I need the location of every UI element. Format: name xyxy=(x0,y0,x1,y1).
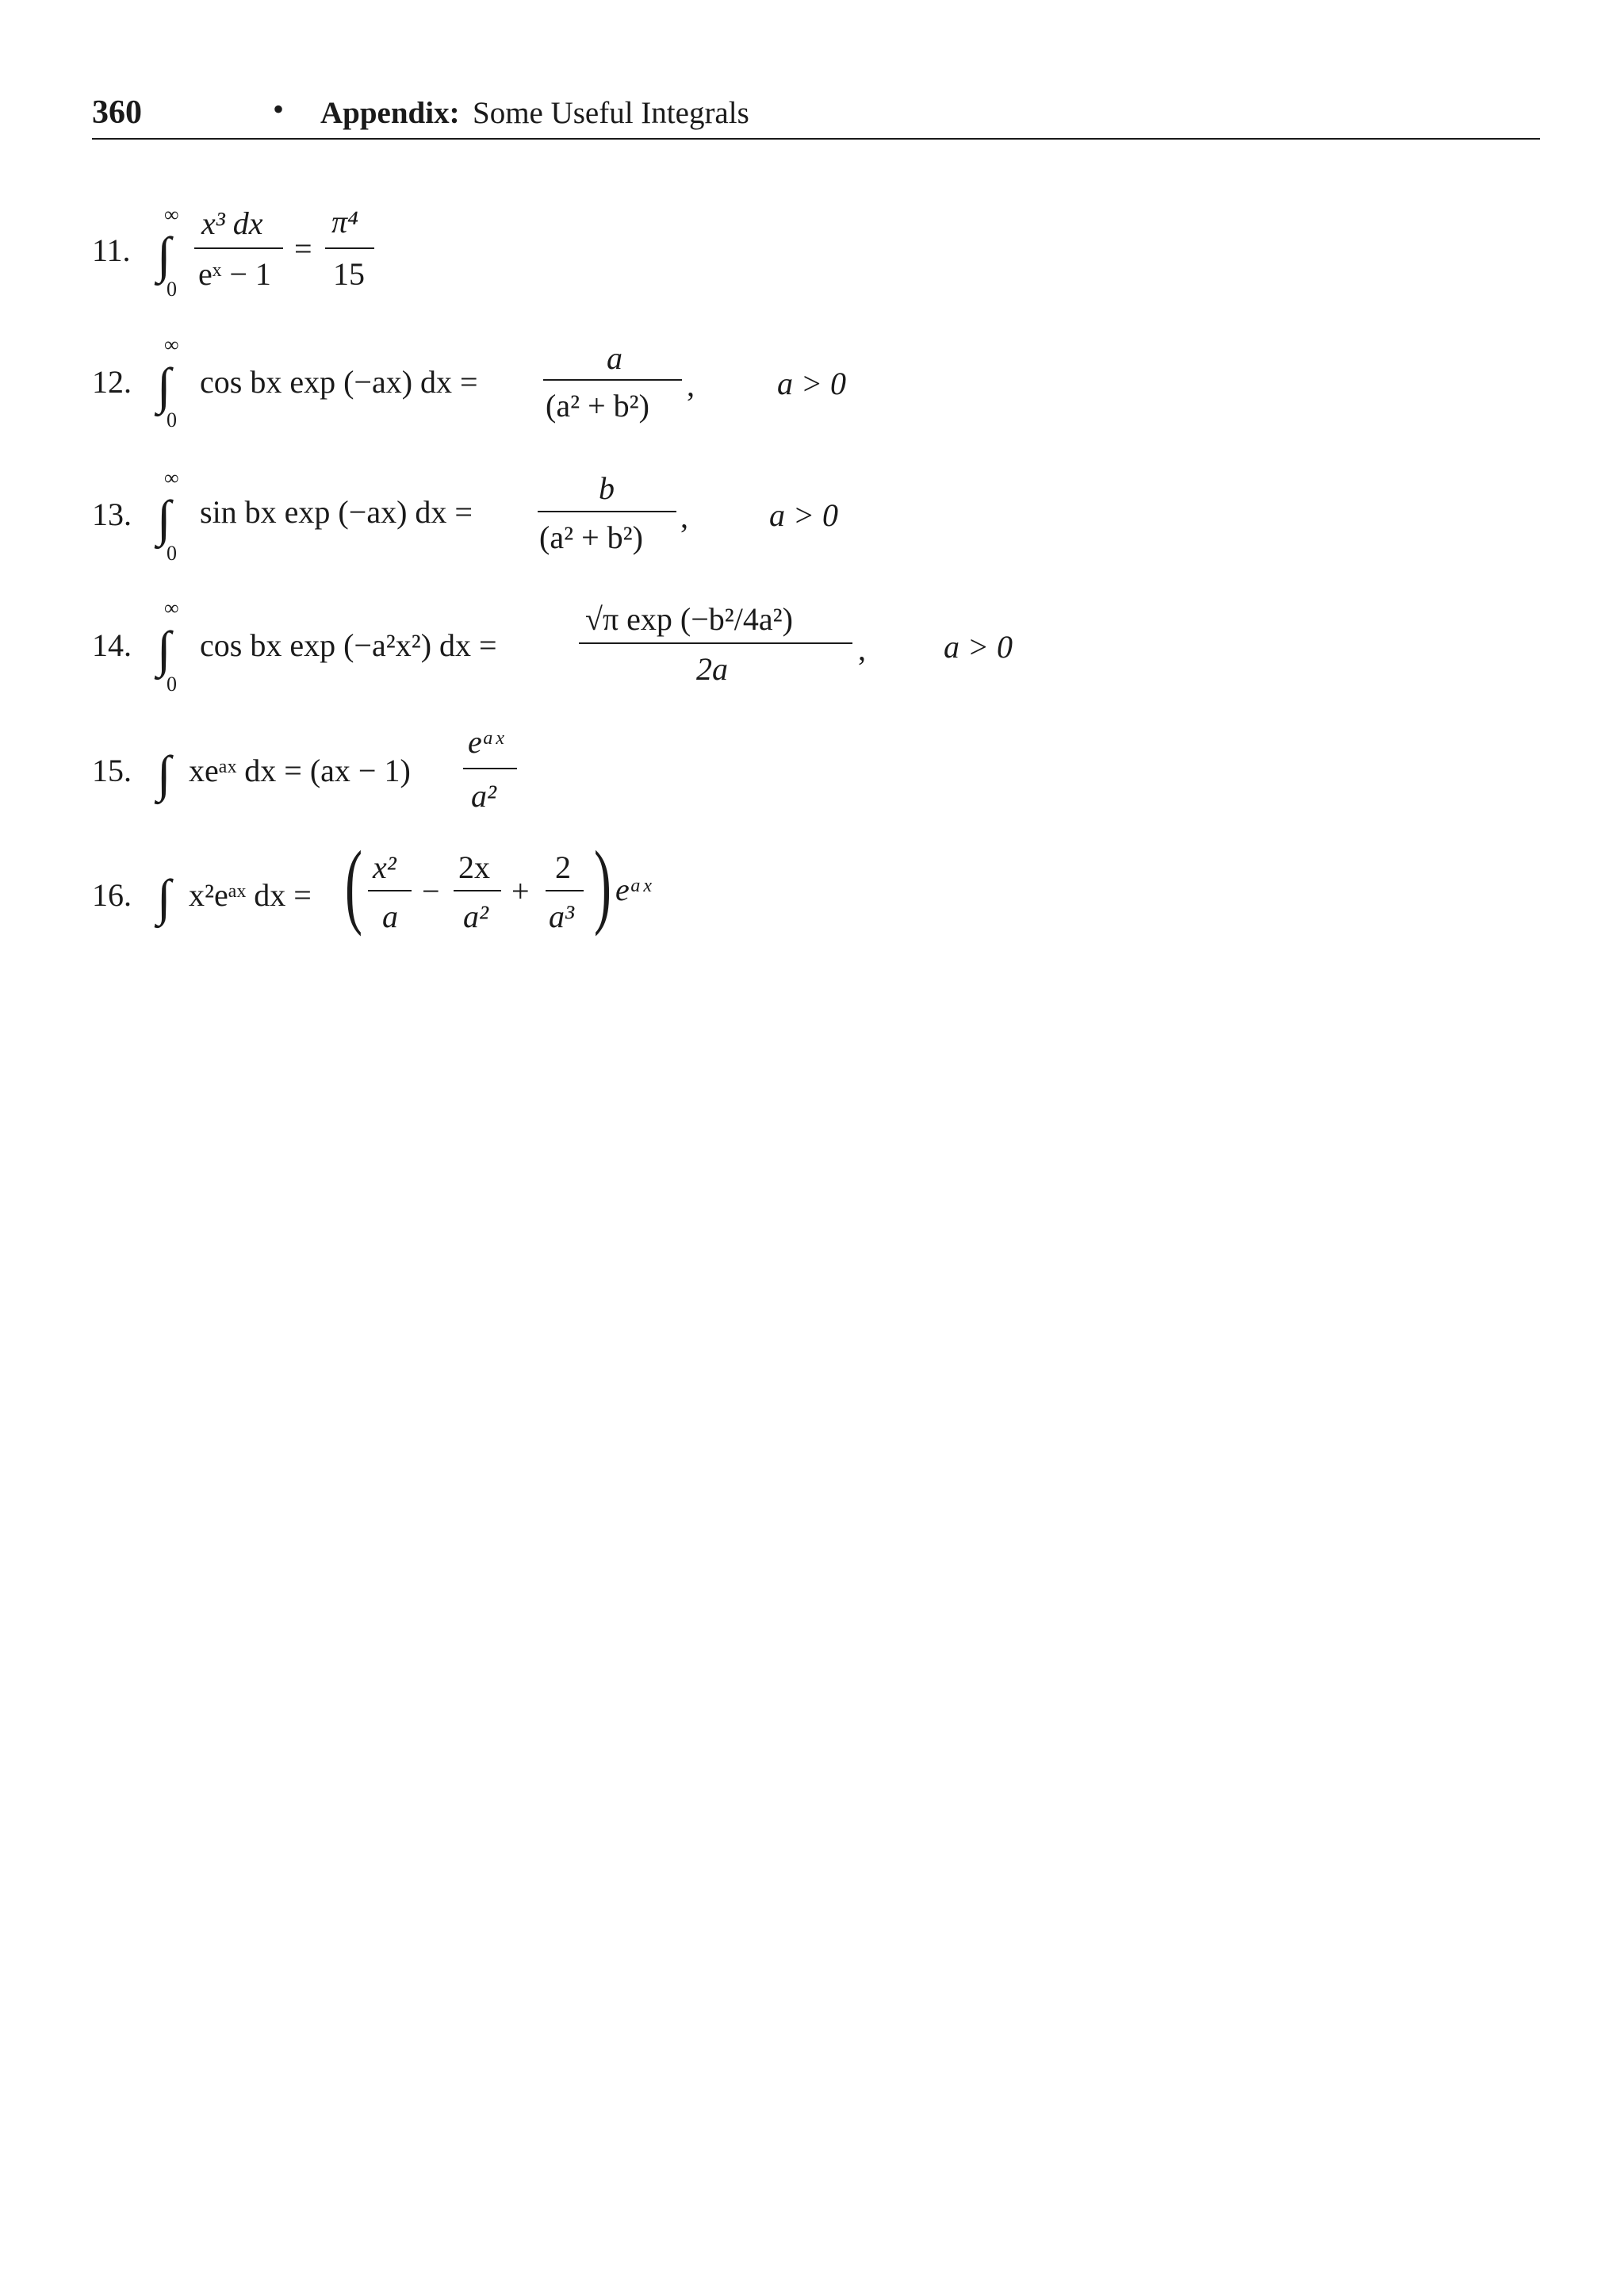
integral-sign: ∫ xyxy=(157,490,171,546)
term3-numerator: 2 xyxy=(555,849,571,885)
fraction-bar xyxy=(538,511,676,512)
upper-limit: ∞ xyxy=(164,466,179,489)
result-denominator: (a² + b²) xyxy=(546,388,649,424)
result-numerator: b xyxy=(599,470,615,506)
lower-limit: 0 xyxy=(167,408,177,431)
equation-number: 16. xyxy=(92,877,132,913)
comma: , xyxy=(858,631,866,667)
header-title-bold: Appendix: xyxy=(320,96,460,130)
right-parenthesis: ) xyxy=(593,831,611,937)
lower-limit: 0 xyxy=(167,542,177,565)
integral-sign: ∫ xyxy=(157,621,171,677)
integral-sign: ∫ xyxy=(157,746,171,802)
upper-limit: ∞ xyxy=(164,203,179,226)
fraction-numerator: x³ dx xyxy=(201,205,263,241)
lower-limit: 0 xyxy=(167,673,177,696)
result-numerator: √π exp (−b²/4a²) xyxy=(585,601,793,637)
page-header xyxy=(92,89,1540,140)
equation-number: 15. xyxy=(92,753,132,788)
integrand: xeᵃˣ dx = (ax − 1) xyxy=(189,753,411,788)
result-numerator: π⁴ xyxy=(331,204,358,240)
header-title: Some Useful Integrals xyxy=(473,96,749,130)
term1-numerator: x² xyxy=(373,849,396,885)
integral-sign: ∫ xyxy=(157,227,171,283)
comma: , xyxy=(680,499,688,535)
integrand: x²eᵃˣ dx = xyxy=(189,877,312,913)
fraction-bar xyxy=(454,890,501,891)
term1-denominator: a xyxy=(382,899,398,934)
equation-number: 12. xyxy=(92,364,132,400)
lower-limit: 0 xyxy=(167,278,177,301)
fraction-bar xyxy=(368,890,412,891)
fraction-bar xyxy=(194,247,283,249)
result-denominator: (a² + b²) xyxy=(539,519,643,555)
result-denominator: 2a xyxy=(696,651,728,687)
page-number: 360 xyxy=(92,94,142,131)
equation-number: 14. xyxy=(92,627,132,663)
result-denominator: 15 xyxy=(333,256,365,292)
fraction-denominator: eˣ − 1 xyxy=(198,256,271,292)
upper-limit: ∞ xyxy=(164,596,179,619)
equation-number: 13. xyxy=(92,496,132,532)
condition: a > 0 xyxy=(777,366,846,401)
equation-number: 11. xyxy=(92,232,131,268)
integrand: sin bx exp (−ax) dx = xyxy=(200,494,473,530)
result-numerator: eᵃˣ xyxy=(468,724,504,760)
result-numerator: a xyxy=(607,340,622,376)
fraction-bar xyxy=(579,642,852,644)
comma: , xyxy=(687,367,695,403)
fraction-bar xyxy=(325,247,374,249)
term3-denominator: a³ xyxy=(549,899,574,934)
fraction-bar xyxy=(543,379,682,381)
exponential-factor: eᵃˣ xyxy=(615,872,651,907)
integrand: cos bx exp (−a²x²) dx = xyxy=(200,627,497,663)
minus-sign: − xyxy=(422,873,440,909)
upper-limit: ∞ xyxy=(164,333,179,356)
integral-sign: ∫ xyxy=(157,358,171,414)
fraction-bar xyxy=(546,890,584,891)
left-parenthesis: ( xyxy=(344,831,362,937)
bullet-separator: • xyxy=(273,91,285,127)
fraction-bar xyxy=(463,768,517,769)
term2-numerator: 2x xyxy=(458,849,490,885)
plus-sign: + xyxy=(511,873,530,909)
equals-sign: = xyxy=(294,231,312,266)
result-denominator: a² xyxy=(471,778,496,814)
condition: a > 0 xyxy=(769,497,838,533)
integrand: cos bx exp (−ax) dx = xyxy=(200,364,478,400)
term2-denominator: a² xyxy=(463,899,488,934)
integral-sign: ∫ xyxy=(157,869,171,926)
condition: a > 0 xyxy=(944,629,1013,665)
